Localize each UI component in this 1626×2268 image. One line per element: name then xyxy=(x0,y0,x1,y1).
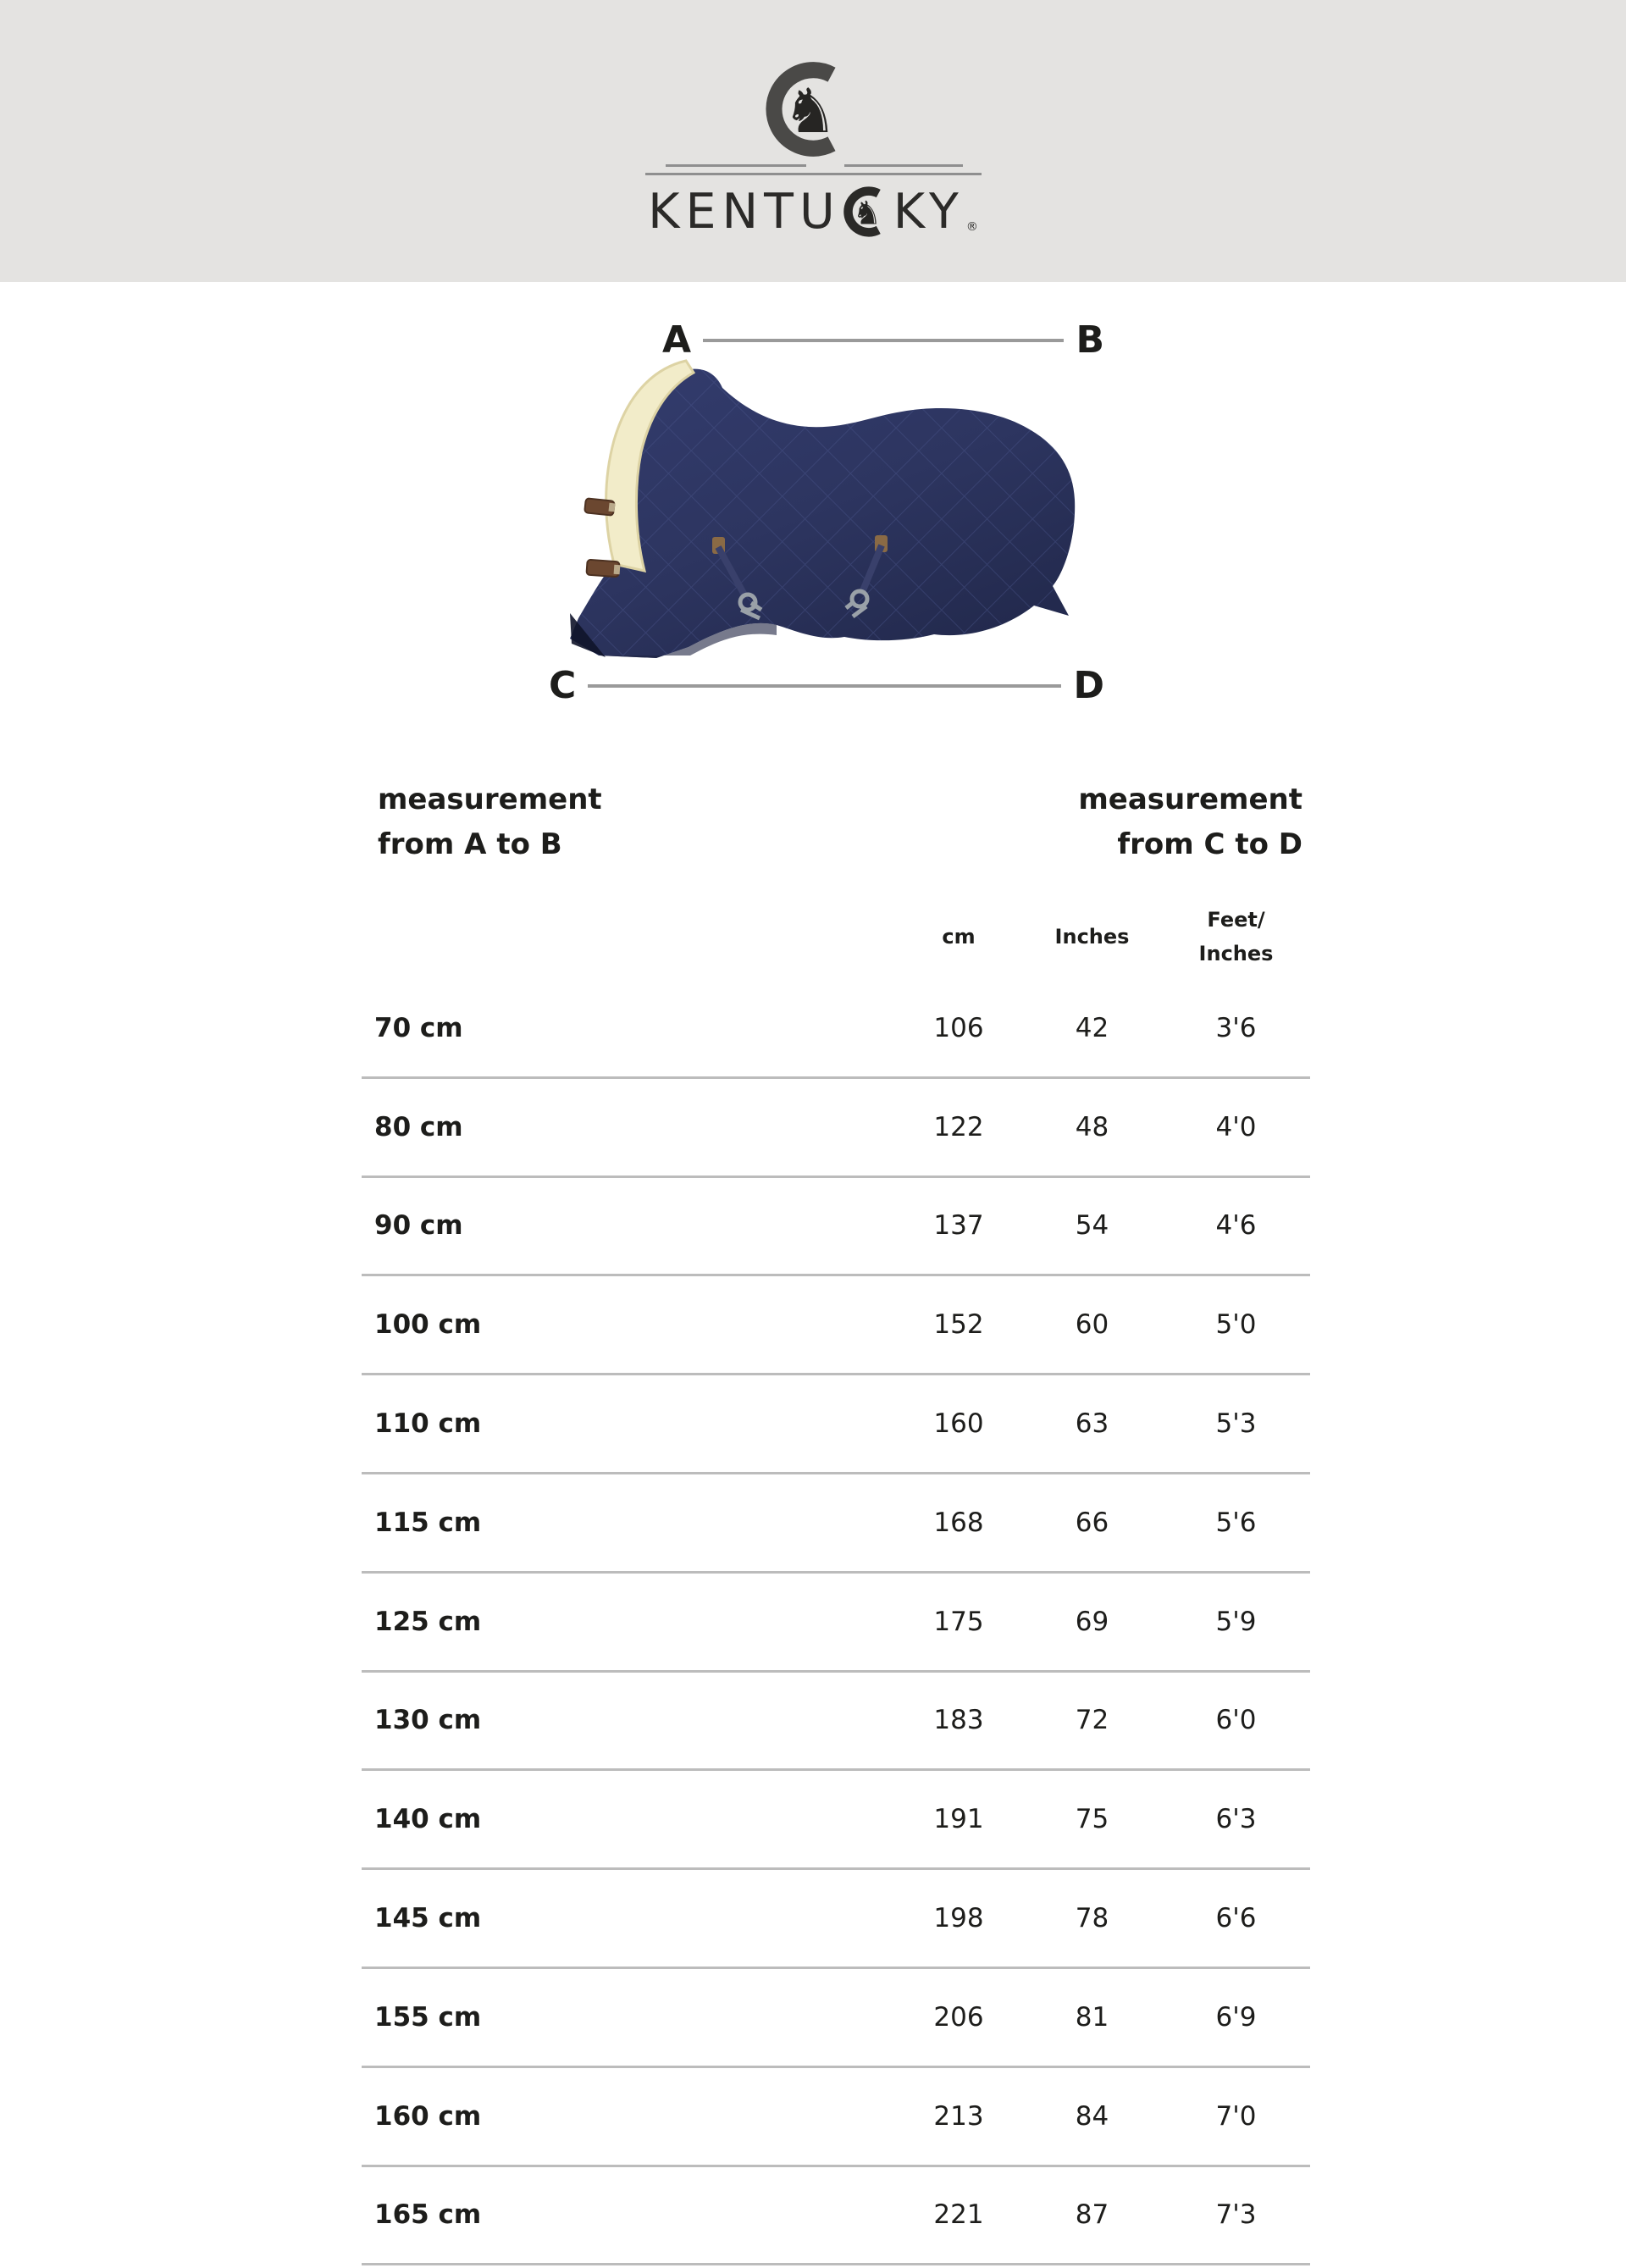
row-inches-value: 54 xyxy=(1075,1210,1109,1242)
row-feet-value: 7'0 xyxy=(1215,2100,1257,2132)
table-header-left xyxy=(378,777,602,867)
table-row xyxy=(362,1771,1310,1870)
wordmark-post: KY xyxy=(893,184,965,240)
row-inches-value: 60 xyxy=(1075,1309,1109,1341)
table-row xyxy=(362,2068,1310,2167)
table-row xyxy=(362,1276,1310,1375)
row-cm-value: 122 xyxy=(933,1111,984,1142)
row-label: 165 cm xyxy=(374,2199,482,2231)
row-inches-value: 78 xyxy=(1075,1903,1109,1934)
row-feet-value: 4'6 xyxy=(1215,1210,1257,1242)
measure-rule-cd xyxy=(588,684,1061,688)
measure-rule-ab xyxy=(703,339,1064,342)
row-inches-value: 42 xyxy=(1075,1012,1109,1043)
column-header-feet-inches xyxy=(1162,903,1310,971)
row-feet-value: 4'0 xyxy=(1215,1111,1257,1142)
column-header-cm: cm xyxy=(942,925,976,949)
horse-glyph: ♞ xyxy=(782,76,838,148)
table-row xyxy=(362,1574,1310,1673)
row-cm-value: 106 xyxy=(933,1012,984,1043)
registered-mark: ® xyxy=(965,220,978,234)
row-cm-value: 175 xyxy=(933,1606,984,1637)
column-header-feet-line2: Inches xyxy=(1198,942,1274,965)
table-row xyxy=(362,1673,1310,1772)
row-label: 145 cm xyxy=(374,1903,482,1934)
row-cm-value: 213 xyxy=(933,2100,984,2132)
row-cm-value: 206 xyxy=(933,2001,984,2033)
logo-rule-lower xyxy=(645,173,982,175)
row-inches-value: 66 xyxy=(1075,1507,1109,1538)
row-feet-value: 5'6 xyxy=(1215,1507,1257,1538)
row-label: 115 cm xyxy=(374,1507,482,1538)
row-cm-value: 152 xyxy=(933,1309,984,1341)
row-cm-value: 168 xyxy=(933,1507,984,1538)
table-header-left-line1: measurement xyxy=(378,783,602,816)
row-feet-value: 6'0 xyxy=(1215,1705,1257,1736)
table-subheader xyxy=(362,896,1310,977)
row-label: 130 cm xyxy=(374,1705,482,1736)
brand-banner xyxy=(0,0,1626,282)
column-header-inches: Inches xyxy=(1054,925,1130,949)
brand-wordmark xyxy=(0,176,1626,239)
row-label: 80 cm xyxy=(374,1111,463,1142)
table-row xyxy=(362,1969,1310,2068)
wordmark-pre: KENTU xyxy=(648,184,841,240)
point-label-d: D xyxy=(1073,664,1104,707)
measure-line-cd xyxy=(549,666,1104,706)
row-inches-value: 69 xyxy=(1075,1606,1109,1637)
size-table-rows xyxy=(362,980,1310,2265)
logo-rule-upper-left xyxy=(666,164,806,167)
table-row xyxy=(362,2167,1310,2266)
table-header-right-line2: from C to D xyxy=(1117,827,1302,861)
c-horse-icon xyxy=(757,56,857,163)
point-label-b: B xyxy=(1076,318,1104,362)
row-feet-value: 6'6 xyxy=(1215,1903,1257,1934)
row-label: 140 cm xyxy=(374,1804,482,1835)
row-feet-value: 7'3 xyxy=(1215,2199,1257,2231)
row-inches-value: 48 xyxy=(1075,1111,1109,1142)
point-label-a: A xyxy=(662,318,692,362)
row-inches-value: 84 xyxy=(1075,2100,1109,2132)
row-label: 110 cm xyxy=(374,1408,482,1440)
row-feet-value: 6'9 xyxy=(1215,2001,1257,2033)
measure-line-ab xyxy=(662,320,1104,361)
table-header-right xyxy=(1078,777,1302,867)
row-cm-value: 191 xyxy=(933,1804,984,1835)
row-label: 155 cm xyxy=(374,2001,482,2033)
row-cm-value: 221 xyxy=(933,2199,984,2231)
table-row xyxy=(362,1870,1310,1969)
row-cm-value: 137 xyxy=(933,1210,984,1242)
row-inches-value: 87 xyxy=(1075,2199,1109,2231)
table-row xyxy=(362,1375,1310,1474)
point-label-c: C xyxy=(549,664,577,707)
row-inches-value: 72 xyxy=(1075,1705,1109,1736)
logo-rule-upper-right xyxy=(844,164,963,167)
table-row xyxy=(362,1178,1310,1277)
row-inches-value: 75 xyxy=(1075,1804,1109,1835)
row-label: 125 cm xyxy=(374,1606,482,1637)
row-feet-value: 5'3 xyxy=(1215,1408,1257,1440)
table-row xyxy=(362,1079,1310,1178)
row-feet-value: 6'3 xyxy=(1215,1804,1257,1835)
row-inches-value: 81 xyxy=(1075,2001,1109,2033)
table-header-left-line2: from A to B xyxy=(378,827,562,861)
column-header-feet-line1: Feet/ xyxy=(1207,908,1265,932)
row-feet-value: 5'9 xyxy=(1215,1606,1257,1637)
row-label: 100 cm xyxy=(374,1309,482,1341)
row-cm-value: 198 xyxy=(933,1903,984,1934)
c-horse-icon-small xyxy=(839,183,892,241)
table-row xyxy=(362,980,1310,1079)
row-feet-value: 3'6 xyxy=(1215,1012,1257,1043)
row-label: 90 cm xyxy=(374,1210,463,1242)
row-label: 160 cm xyxy=(374,2100,482,2132)
row-inches-value: 63 xyxy=(1075,1408,1109,1440)
row-label: 70 cm xyxy=(374,1012,463,1043)
row-cm-value: 160 xyxy=(933,1408,984,1440)
table-header-right-line1: measurement xyxy=(1078,783,1302,816)
row-feet-value: 5'0 xyxy=(1215,1309,1257,1341)
horse-rug-illustration xyxy=(555,359,1101,666)
table-row xyxy=(362,1474,1310,1574)
horse-glyph-small: ♞ xyxy=(852,194,882,232)
row-cm-value: 183 xyxy=(933,1705,984,1736)
